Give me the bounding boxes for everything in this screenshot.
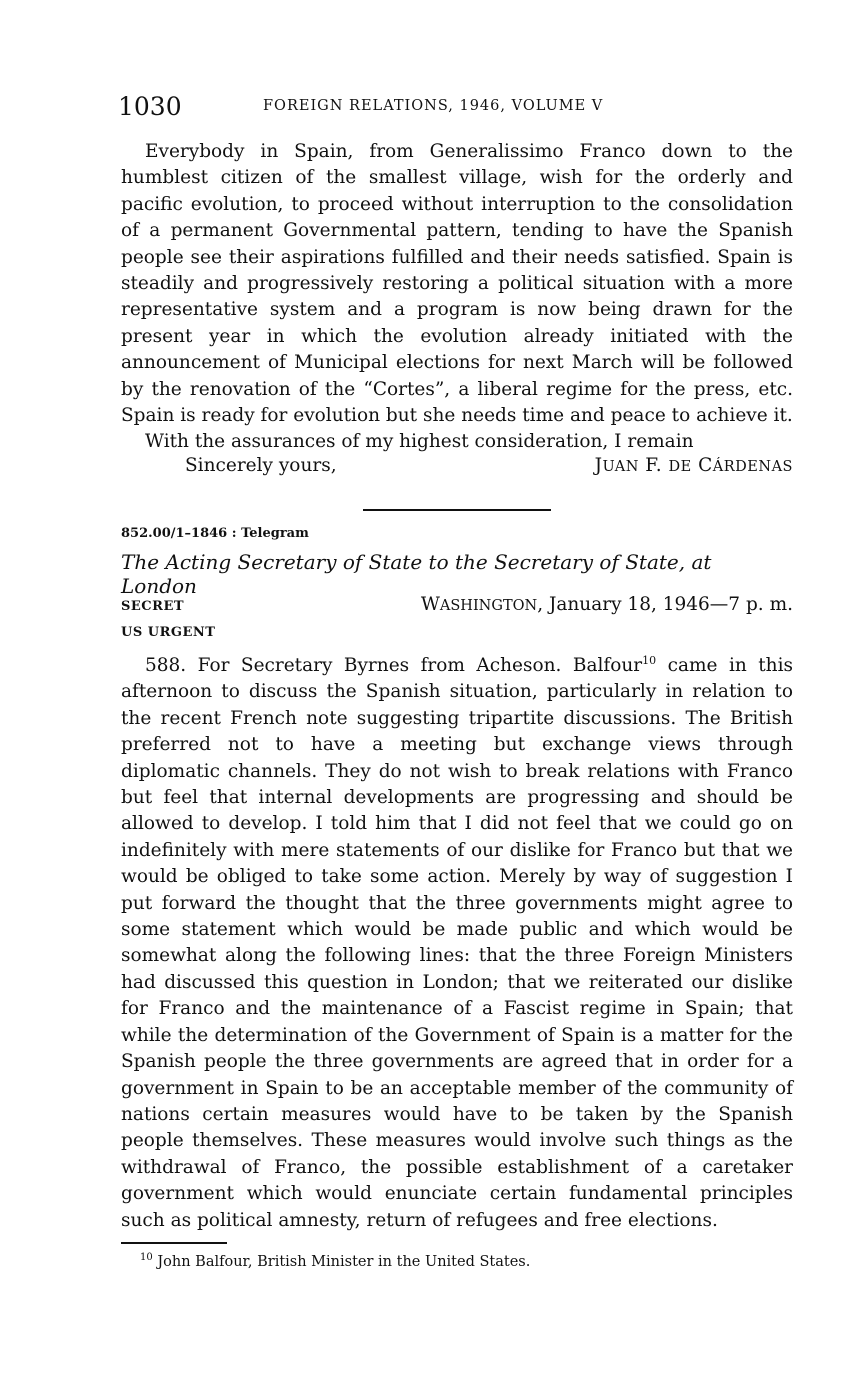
signature-last-initial: C [691,455,713,476]
running-head: FOREIGN RELATIONS, 1946, VOLUME V [263,98,604,114]
letter-body: Everybody in Spain, from Generalissimo Franco down to the humblest citizen of the smallest village, wish for the orderly and pacific evolution, to proceed without interruption to the consolidation of a permanent Governmental pattern, tending to have the Spanish people see their aspirations fulfilled and their needs satisfied. Spain is steadily and progressively restoring a political situation with a more representative system and a program is now being drawn for the present year in which the evolution already initiated with the announcement of Municipal elections for next March will be followed by the renovation of the “Cortes”, a liberal regime for the press, etc. Spain is ready for evolution but she needs time and peace to achieve it. [121,141,793,427]
footnote-text: John Balfour, British Minister in the United States. [152,1254,531,1270]
telegram-body-rest: came in this afternoon to discuss the Spanish situation, particularly in relation to the recent French note suggesting tripartite discussions. The British preferred not to have a meeting but exchange views through diplomatic channels. They do not wish to break relations with Franco but feel that internal developments are progressing and should be allowed to develop. I told him that I did not feel that we could go on indefinitely with mere statements of our dislike for Franco but that we would be obliged to take some action. Merely by way of suggestion I put forward the thought that the three governments might agree to some statement which would be made public and which would be somewhat along the following lines: that the three Foreign Ministers had discussed this question in London; that we reiterated our dislike for Franco and the maintenance of a Fascist regime in Spain; that while the determination of the Government of Spain is a matter for the Spanish people the three governments are agreed that in order for a government in Spain to be an acceptable member of the community of nations certain measures would have to be taken by the Spanish people themselves. These measures would involve such things as the withdrawal of Franco, the possible establishment of a caretaker government which would enunciate certain fundamental principles such as political amnesty, return of refugees and free elections. [121,655,793,1231]
signature-last-smallcaps: ÁRDENAS [712,459,793,475]
signature-particle: DE [668,459,692,475]
letter-signature [595,455,793,476]
dateline [421,594,793,615]
footnote-rule [121,1242,227,1244]
file-reference: 852.00/1–1846 : Telegram [121,526,309,541]
letter-signoff: Sincerely yours, [185,455,337,476]
letter-closing: With the assurances of my highest consideration, I remain [145,431,694,452]
section-divider [363,509,551,511]
telegram-body-start: 588. For Secretary Byrnes from Acheson. Balfour [145,655,643,676]
footnote-reference: 10 [642,653,657,667]
footnote-mark: 10 [140,1252,153,1264]
footnote [140,1254,530,1270]
dateline-date: , January 18, 1946—7 p. m. [537,594,793,615]
signature-initial: J [594,455,603,476]
signature-middle: F. [638,455,669,476]
page-number: 1030 [118,92,182,121]
document-title: The Acting Secretary of State to the Secretary of State, at London [121,550,712,598]
classification-label: SECRET [121,599,185,614]
dateline-city-smallcaps: ASHINGTON [439,598,538,614]
dateline-initial: W [420,594,440,615]
page-header [118,92,798,126]
signature-first-smallcaps: UAN [602,459,639,475]
telegram-body [121,653,793,1234]
priority-label: US URGENT [121,625,216,640]
